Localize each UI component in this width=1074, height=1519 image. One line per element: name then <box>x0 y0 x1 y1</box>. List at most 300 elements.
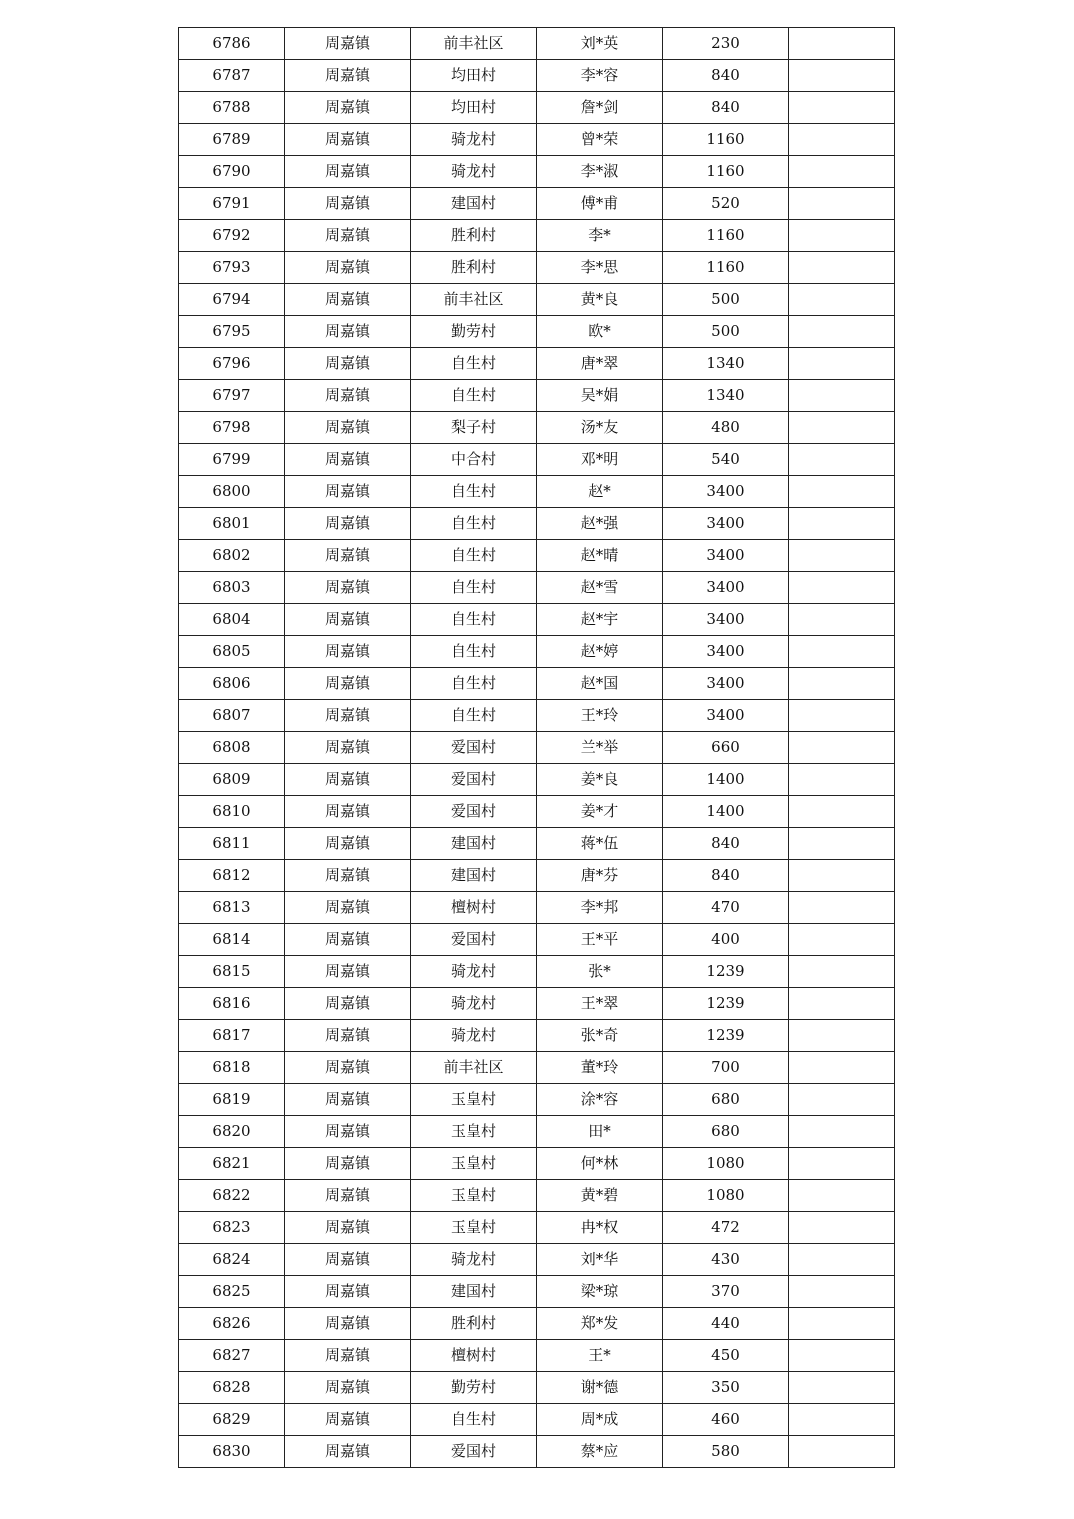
table-row <box>179 28 895 60</box>
note-cell <box>789 1020 895 1052</box>
town-cell: 周嘉镇 <box>285 540 411 572</box>
serial-number-cell: 6794 <box>179 284 285 316</box>
town-cell: 周嘉镇 <box>285 956 411 988</box>
name-cell: 刘*华 <box>537 1244 663 1276</box>
note-cell <box>789 1340 895 1372</box>
name-cell: 赵*国 <box>537 668 663 700</box>
town-cell: 周嘉镇 <box>285 188 411 220</box>
note-cell <box>789 1084 895 1116</box>
town-cell: 周嘉镇 <box>285 1244 411 1276</box>
table-row <box>179 636 895 668</box>
name-cell: 欧* <box>537 316 663 348</box>
village-cell: 胜利村 <box>411 252 537 284</box>
amount-cell: 400 <box>663 924 789 956</box>
town-cell: 周嘉镇 <box>285 1276 411 1308</box>
name-cell: 蒋*伍 <box>537 828 663 860</box>
amount-cell: 230 <box>663 28 789 60</box>
amount-cell: 840 <box>663 60 789 92</box>
serial-number-cell: 6822 <box>179 1180 285 1212</box>
amount-cell: 840 <box>663 828 789 860</box>
amount-cell: 480 <box>663 412 789 444</box>
table-row <box>179 700 895 732</box>
amount-cell: 680 <box>663 1116 789 1148</box>
serial-number-cell: 6792 <box>179 220 285 252</box>
name-cell: 赵*婷 <box>537 636 663 668</box>
note-cell <box>789 476 895 508</box>
table-row <box>179 1212 895 1244</box>
town-cell: 周嘉镇 <box>285 1180 411 1212</box>
amount-cell: 1400 <box>663 764 789 796</box>
village-cell: 建国村 <box>411 1276 537 1308</box>
village-cell: 爱国村 <box>411 764 537 796</box>
serial-number-cell: 6821 <box>179 1148 285 1180</box>
table-row <box>179 1244 895 1276</box>
village-cell: 爱国村 <box>411 924 537 956</box>
town-cell: 周嘉镇 <box>285 124 411 156</box>
note-cell <box>789 764 895 796</box>
name-cell: 李*思 <box>537 252 663 284</box>
village-cell: 骑龙村 <box>411 988 537 1020</box>
serial-number-cell: 6798 <box>179 412 285 444</box>
town-cell: 周嘉镇 <box>285 1308 411 1340</box>
note-cell <box>789 540 895 572</box>
serial-number-cell: 6819 <box>179 1084 285 1116</box>
town-cell: 周嘉镇 <box>285 604 411 636</box>
table-row <box>179 220 895 252</box>
note-cell <box>789 92 895 124</box>
amount-cell: 1160 <box>663 156 789 188</box>
table-row <box>179 476 895 508</box>
village-cell: 骑龙村 <box>411 956 537 988</box>
town-cell: 周嘉镇 <box>285 444 411 476</box>
amount-cell: 840 <box>663 92 789 124</box>
amount-cell: 470 <box>663 892 789 924</box>
amount-cell: 520 <box>663 188 789 220</box>
serial-number-cell: 6795 <box>179 316 285 348</box>
town-cell: 周嘉镇 <box>285 924 411 956</box>
town-cell: 周嘉镇 <box>285 892 411 924</box>
serial-number-cell: 6813 <box>179 892 285 924</box>
village-cell: 自生村 <box>411 604 537 636</box>
name-cell: 赵*强 <box>537 508 663 540</box>
table-row <box>179 956 895 988</box>
town-cell: 周嘉镇 <box>285 860 411 892</box>
serial-number-cell: 6805 <box>179 636 285 668</box>
amount-cell: 1340 <box>663 348 789 380</box>
village-cell: 胜利村 <box>411 220 537 252</box>
note-cell <box>789 924 895 956</box>
name-cell: 蔡*应 <box>537 1436 663 1468</box>
name-cell: 刘*英 <box>537 28 663 60</box>
table-row <box>179 284 895 316</box>
village-cell: 骑龙村 <box>411 1020 537 1052</box>
amount-cell: 1080 <box>663 1148 789 1180</box>
note-cell <box>789 1404 895 1436</box>
amount-cell: 540 <box>663 444 789 476</box>
name-cell: 姜*良 <box>537 764 663 796</box>
name-cell: 傅*甫 <box>537 188 663 220</box>
amount-cell: 440 <box>663 1308 789 1340</box>
name-cell: 王* <box>537 1340 663 1372</box>
table-row <box>179 156 895 188</box>
name-cell: 唐*翠 <box>537 348 663 380</box>
village-cell: 前丰社区 <box>411 28 537 60</box>
table-body <box>179 28 895 1468</box>
serial-number-cell: 6825 <box>179 1276 285 1308</box>
amount-cell: 500 <box>663 284 789 316</box>
table-row <box>179 380 895 412</box>
amount-cell: 1160 <box>663 220 789 252</box>
serial-number-cell: 6810 <box>179 796 285 828</box>
serial-number-cell: 6830 <box>179 1436 285 1468</box>
amount-cell: 460 <box>663 1404 789 1436</box>
village-cell: 自生村 <box>411 508 537 540</box>
serial-number-cell: 6817 <box>179 1020 285 1052</box>
serial-number-cell: 6801 <box>179 508 285 540</box>
note-cell <box>789 956 895 988</box>
amount-cell: 3400 <box>663 508 789 540</box>
table-row <box>179 892 895 924</box>
table-row <box>179 60 895 92</box>
town-cell: 周嘉镇 <box>285 988 411 1020</box>
town-cell: 周嘉镇 <box>285 476 411 508</box>
village-cell: 玉皇村 <box>411 1116 537 1148</box>
town-cell: 周嘉镇 <box>285 92 411 124</box>
village-cell: 自生村 <box>411 636 537 668</box>
village-cell: 爱国村 <box>411 796 537 828</box>
name-cell: 赵*晴 <box>537 540 663 572</box>
village-cell: 爱国村 <box>411 1436 537 1468</box>
name-cell: 张* <box>537 956 663 988</box>
name-cell: 李*邦 <box>537 892 663 924</box>
note-cell <box>789 636 895 668</box>
village-cell: 勤劳村 <box>411 316 537 348</box>
amount-cell: 580 <box>663 1436 789 1468</box>
amount-cell: 1340 <box>663 380 789 412</box>
serial-number-cell: 6793 <box>179 252 285 284</box>
table-row <box>179 1276 895 1308</box>
amount-cell: 350 <box>663 1372 789 1404</box>
amount-cell: 1160 <box>663 252 789 284</box>
table-row <box>179 444 895 476</box>
name-cell: 谢*德 <box>537 1372 663 1404</box>
note-cell <box>789 668 895 700</box>
name-cell: 李* <box>537 220 663 252</box>
table-row <box>179 572 895 604</box>
serial-number-cell: 6787 <box>179 60 285 92</box>
town-cell: 周嘉镇 <box>285 668 411 700</box>
note-cell <box>789 700 895 732</box>
name-cell: 唐*芬 <box>537 860 663 892</box>
town-cell: 周嘉镇 <box>285 1052 411 1084</box>
note-cell <box>789 444 895 476</box>
village-cell: 自生村 <box>411 380 537 412</box>
serial-number-cell: 6800 <box>179 476 285 508</box>
town-cell: 周嘉镇 <box>285 28 411 60</box>
name-cell: 赵*宇 <box>537 604 663 636</box>
serial-number-cell: 6814 <box>179 924 285 956</box>
amount-cell: 3400 <box>663 700 789 732</box>
serial-number-cell: 6807 <box>179 700 285 732</box>
note-cell <box>789 732 895 764</box>
serial-number-cell: 6790 <box>179 156 285 188</box>
town-cell: 周嘉镇 <box>285 1404 411 1436</box>
serial-number-cell: 6796 <box>179 348 285 380</box>
village-cell: 自生村 <box>411 476 537 508</box>
village-cell: 勤劳村 <box>411 1372 537 1404</box>
town-cell: 周嘉镇 <box>285 572 411 604</box>
village-cell: 骑龙村 <box>411 1244 537 1276</box>
serial-number-cell: 6816 <box>179 988 285 1020</box>
table-row <box>179 828 895 860</box>
serial-number-cell: 6815 <box>179 956 285 988</box>
serial-number-cell: 6791 <box>179 188 285 220</box>
note-cell <box>789 1276 895 1308</box>
town-cell: 周嘉镇 <box>285 412 411 444</box>
amount-cell: 660 <box>663 732 789 764</box>
table-row <box>179 668 895 700</box>
village-cell: 前丰社区 <box>411 1052 537 1084</box>
amount-cell: 3400 <box>663 572 789 604</box>
serial-number-cell: 6808 <box>179 732 285 764</box>
name-cell: 郑*发 <box>537 1308 663 1340</box>
table-row <box>179 540 895 572</box>
village-cell: 骑龙村 <box>411 156 537 188</box>
serial-number-cell: 6799 <box>179 444 285 476</box>
note-cell <box>789 1244 895 1276</box>
serial-number-cell: 6823 <box>179 1212 285 1244</box>
name-cell: 冉*权 <box>537 1212 663 1244</box>
amount-cell: 3400 <box>663 636 789 668</box>
serial-number-cell: 6812 <box>179 860 285 892</box>
table-row <box>179 1148 895 1180</box>
amount-cell: 430 <box>663 1244 789 1276</box>
note-cell <box>789 348 895 380</box>
village-cell: 檀树村 <box>411 892 537 924</box>
note-cell <box>789 892 895 924</box>
amount-cell: 700 <box>663 1052 789 1084</box>
town-cell: 周嘉镇 <box>285 764 411 796</box>
serial-number-cell: 6818 <box>179 1052 285 1084</box>
village-cell: 玉皇村 <box>411 1180 537 1212</box>
name-cell: 王*翠 <box>537 988 663 1020</box>
name-cell: 曾*荣 <box>537 124 663 156</box>
name-cell: 梁*琼 <box>537 1276 663 1308</box>
town-cell: 周嘉镇 <box>285 732 411 764</box>
table-row <box>179 860 895 892</box>
town-cell: 周嘉镇 <box>285 220 411 252</box>
note-cell <box>789 1116 895 1148</box>
town-cell: 周嘉镇 <box>285 252 411 284</box>
village-cell: 建国村 <box>411 188 537 220</box>
table-row <box>179 764 895 796</box>
village-cell: 自生村 <box>411 668 537 700</box>
name-cell: 兰*举 <box>537 732 663 764</box>
amount-cell: 3400 <box>663 668 789 700</box>
serial-number-cell: 6806 <box>179 668 285 700</box>
town-cell: 周嘉镇 <box>285 348 411 380</box>
serial-number-cell: 6789 <box>179 124 285 156</box>
data-table <box>178 27 895 1468</box>
note-cell <box>789 796 895 828</box>
amount-cell: 1239 <box>663 1020 789 1052</box>
serial-number-cell: 6828 <box>179 1372 285 1404</box>
note-cell <box>789 252 895 284</box>
village-cell: 自生村 <box>411 700 537 732</box>
town-cell: 周嘉镇 <box>285 828 411 860</box>
table-row <box>179 124 895 156</box>
amount-cell: 840 <box>663 860 789 892</box>
village-cell: 玉皇村 <box>411 1084 537 1116</box>
town-cell: 周嘉镇 <box>285 284 411 316</box>
amount-cell: 1239 <box>663 988 789 1020</box>
amount-cell: 3400 <box>663 540 789 572</box>
serial-number-cell: 6826 <box>179 1308 285 1340</box>
amount-cell: 370 <box>663 1276 789 1308</box>
table-row <box>179 252 895 284</box>
name-cell: 詹*剑 <box>537 92 663 124</box>
town-cell: 周嘉镇 <box>285 508 411 540</box>
name-cell: 李*容 <box>537 60 663 92</box>
village-cell: 均田村 <box>411 60 537 92</box>
serial-number-cell: 6811 <box>179 828 285 860</box>
table-row <box>179 924 895 956</box>
name-cell: 黄*良 <box>537 284 663 316</box>
village-cell: 建国村 <box>411 828 537 860</box>
town-cell: 周嘉镇 <box>285 1212 411 1244</box>
table-row <box>179 1340 895 1372</box>
village-cell: 自生村 <box>411 348 537 380</box>
serial-number-cell: 6797 <box>179 380 285 412</box>
name-cell: 涂*容 <box>537 1084 663 1116</box>
name-cell: 吴*娟 <box>537 380 663 412</box>
village-cell: 前丰社区 <box>411 284 537 316</box>
note-cell <box>789 572 895 604</box>
serial-number-cell: 6786 <box>179 28 285 60</box>
note-cell <box>789 1372 895 1404</box>
serial-number-cell: 6829 <box>179 1404 285 1436</box>
name-cell: 赵* <box>537 476 663 508</box>
table-row <box>179 1020 895 1052</box>
note-cell <box>789 188 895 220</box>
note-cell <box>789 60 895 92</box>
village-cell: 胜利村 <box>411 1308 537 1340</box>
village-cell: 均田村 <box>411 92 537 124</box>
table-row <box>179 412 895 444</box>
town-cell: 周嘉镇 <box>285 316 411 348</box>
table-row <box>179 1180 895 1212</box>
note-cell <box>789 988 895 1020</box>
town-cell: 周嘉镇 <box>285 1148 411 1180</box>
table-row <box>179 1404 895 1436</box>
note-cell <box>789 1436 895 1468</box>
note-cell <box>789 508 895 540</box>
serial-number-cell: 6820 <box>179 1116 285 1148</box>
note-cell <box>789 28 895 60</box>
name-cell: 黄*碧 <box>537 1180 663 1212</box>
table-row <box>179 1052 895 1084</box>
name-cell: 李*淑 <box>537 156 663 188</box>
village-cell: 自生村 <box>411 572 537 604</box>
table-row <box>179 1436 895 1468</box>
name-cell: 王*玲 <box>537 700 663 732</box>
note-cell <box>789 124 895 156</box>
note-cell <box>789 1052 895 1084</box>
town-cell: 周嘉镇 <box>285 636 411 668</box>
town-cell: 周嘉镇 <box>285 1116 411 1148</box>
village-cell: 建国村 <box>411 860 537 892</box>
note-cell <box>789 1212 895 1244</box>
note-cell <box>789 1148 895 1180</box>
table-row <box>179 604 895 636</box>
table-row <box>179 732 895 764</box>
table-row <box>179 508 895 540</box>
name-cell: 田* <box>537 1116 663 1148</box>
table-row <box>179 1308 895 1340</box>
table-row <box>179 348 895 380</box>
name-cell: 周*成 <box>537 1404 663 1436</box>
village-cell: 中合村 <box>411 444 537 476</box>
village-cell: 爱国村 <box>411 732 537 764</box>
town-cell: 周嘉镇 <box>285 700 411 732</box>
note-cell <box>789 860 895 892</box>
serial-number-cell: 6788 <box>179 92 285 124</box>
name-cell: 邓*明 <box>537 444 663 476</box>
note-cell <box>789 412 895 444</box>
town-cell: 周嘉镇 <box>285 1084 411 1116</box>
name-cell: 王*平 <box>537 924 663 956</box>
table-row <box>179 988 895 1020</box>
name-cell: 汤*友 <box>537 412 663 444</box>
name-cell: 张*奇 <box>537 1020 663 1052</box>
serial-number-cell: 6827 <box>179 1340 285 1372</box>
serial-number-cell: 6803 <box>179 572 285 604</box>
table-row <box>179 1084 895 1116</box>
village-cell: 玉皇村 <box>411 1148 537 1180</box>
village-cell: 骑龙村 <box>411 124 537 156</box>
name-cell: 董*玲 <box>537 1052 663 1084</box>
amount-cell: 450 <box>663 1340 789 1372</box>
amount-cell: 472 <box>663 1212 789 1244</box>
note-cell <box>789 828 895 860</box>
town-cell: 周嘉镇 <box>285 1020 411 1052</box>
amount-cell: 1239 <box>663 956 789 988</box>
town-cell: 周嘉镇 <box>285 796 411 828</box>
town-cell: 周嘉镇 <box>285 60 411 92</box>
amount-cell: 3400 <box>663 476 789 508</box>
town-cell: 周嘉镇 <box>285 1372 411 1404</box>
town-cell: 周嘉镇 <box>285 156 411 188</box>
note-cell <box>789 316 895 348</box>
amount-cell: 1080 <box>663 1180 789 1212</box>
table-row <box>179 796 895 828</box>
serial-number-cell: 6804 <box>179 604 285 636</box>
table-row <box>179 188 895 220</box>
village-cell: 梨子村 <box>411 412 537 444</box>
note-cell <box>789 1308 895 1340</box>
amount-cell: 1400 <box>663 796 789 828</box>
name-cell: 何*林 <box>537 1148 663 1180</box>
name-cell: 姜*才 <box>537 796 663 828</box>
table-row <box>179 92 895 124</box>
note-cell <box>789 156 895 188</box>
serial-number-cell: 6809 <box>179 764 285 796</box>
note-cell <box>789 380 895 412</box>
serial-number-cell: 6802 <box>179 540 285 572</box>
note-cell <box>789 1180 895 1212</box>
table-row <box>179 316 895 348</box>
town-cell: 周嘉镇 <box>285 1436 411 1468</box>
